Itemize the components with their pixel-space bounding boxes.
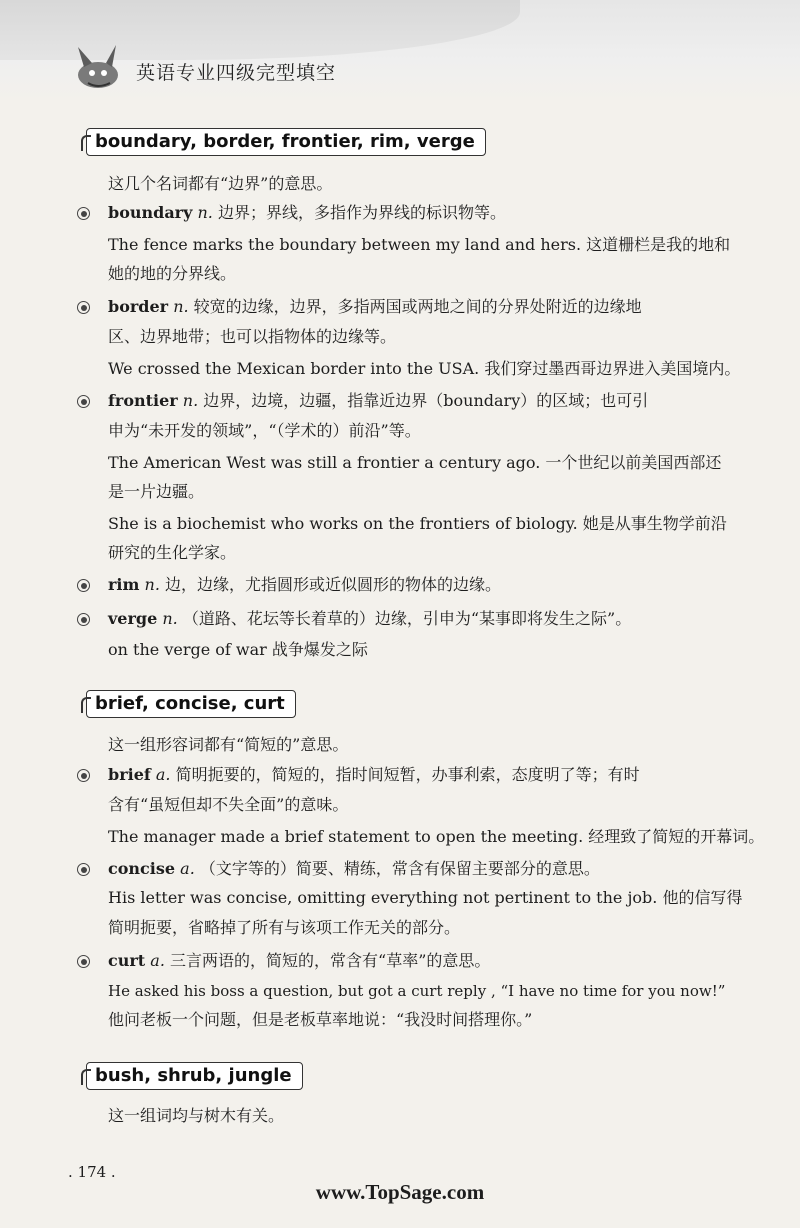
example-line: The fence marks the boundary between my land and hers. 这道栅栏是我的地和 bbox=[108, 235, 731, 254]
example-line: He asked his boss a question, but got a curt reply , “I have no time for you now!” bbox=[108, 982, 726, 1000]
definition-cont: 区、边界地带；也可以指物体的边缘等。 bbox=[108, 327, 397, 346]
part-of-speech: n. bbox=[144, 575, 160, 594]
definition-cont: 申为“未开发的领域”，“（学术的）前沿”等。 bbox=[108, 421, 421, 440]
example-line: 是一片边疆。 bbox=[108, 482, 205, 501]
bullet-icon bbox=[77, 613, 90, 626]
headword: frontier bbox=[108, 391, 178, 410]
part-of-speech: n. bbox=[197, 203, 213, 222]
entry-head bbox=[108, 573, 501, 597]
definition: （文字等的）简要、精练，常含有保留主要部分的意思。 bbox=[199, 859, 600, 878]
example-line: The manager made a brief statement to open the meeting. 经理致了简短的开幕词。 bbox=[108, 827, 765, 846]
headword: verge bbox=[108, 609, 158, 628]
bullet-icon bbox=[77, 955, 90, 968]
bullet-icon bbox=[77, 207, 90, 220]
definition: 边界；界线，多指作为界线的标识物等。 bbox=[217, 203, 506, 222]
part-of-speech: n. bbox=[182, 391, 199, 410]
section-intro: 这一组词均与树木有关。 bbox=[108, 1106, 285, 1125]
part-of-speech: n. bbox=[173, 297, 189, 316]
definition-cont: 含有“虽短但却不失全面”的意味。 bbox=[108, 795, 349, 814]
bullet-icon bbox=[77, 579, 90, 592]
example-line: 研究的生化学家。 bbox=[108, 543, 237, 562]
section-intro: 这几个名词都有“边界”的意思。 bbox=[108, 174, 333, 193]
example-line: His letter was concise, omitting everything not pertinent to the job. 他的信写得 bbox=[108, 888, 743, 907]
entry-head bbox=[108, 201, 506, 225]
mascot-icon bbox=[70, 45, 126, 91]
headword: concise bbox=[108, 859, 176, 878]
footer-url: www.TopSage.com bbox=[315, 1180, 485, 1204]
page-number: . 174 . bbox=[68, 1163, 116, 1181]
part-of-speech: a. bbox=[150, 951, 165, 970]
example-line: 简明扼要，省略掉了所有与该项工作无关的部分。 bbox=[108, 918, 461, 937]
example-line: 她的地的分界线。 bbox=[108, 264, 237, 283]
section-tag: bush, shrub, jungle bbox=[86, 1062, 303, 1090]
definition: 边界，边境，边疆，指靠近边界（boundary）的区域；也可引 bbox=[203, 391, 649, 410]
example-line: She is a biochemist who works on the frontiers of biology. 她是从事生物学前沿 bbox=[108, 514, 727, 533]
entry-head bbox=[108, 857, 600, 881]
definition: 较宽的边缘，边界，多指两国或两地之间的分界处附近的边缘地 bbox=[193, 297, 642, 316]
definition: （道路、花坛等长着草的）边缘，引申为“某事即将发生之际”。 bbox=[182, 609, 632, 628]
entry-head bbox=[108, 949, 490, 973]
headword: brief bbox=[108, 765, 151, 784]
bullet-icon bbox=[77, 395, 90, 408]
section-intro: 这一组形容词都有“简短的”意思。 bbox=[108, 735, 349, 754]
part-of-speech: a. bbox=[155, 765, 171, 784]
headword: rim bbox=[108, 575, 140, 594]
entry-head bbox=[108, 763, 640, 787]
section-tag: brief, concise, curt bbox=[86, 690, 296, 718]
entry-head bbox=[108, 607, 631, 631]
header-title: 英语专业四级完型填空 bbox=[136, 62, 337, 84]
example-line: on the verge of war 战争爆发之际 bbox=[108, 640, 368, 659]
example-line: We crossed the Mexican border into the USA. 我们穿过墨西哥边界进入美国境内。 bbox=[108, 359, 741, 378]
entry-head bbox=[108, 295, 642, 319]
part-of-speech: a. bbox=[180, 859, 195, 878]
bullet-icon bbox=[77, 863, 90, 876]
definition: 边，边缘，尤指圆形或近似圆形的物体的边缘。 bbox=[165, 575, 502, 594]
section-tag: boundary, border, frontier, rim, verge bbox=[86, 128, 486, 156]
entry-head bbox=[108, 389, 648, 413]
definition: 简明扼要的，简短的，指时间短暂，办事利索，态度明了等；有时 bbox=[175, 765, 640, 784]
headword: border bbox=[108, 297, 169, 316]
example-line: The American West was still a frontier a century ago. 一个世纪以前美国西部还 bbox=[108, 453, 722, 472]
headword: boundary bbox=[108, 203, 193, 222]
example-line: 他问老板一个问题，但是老板草率地说：“我没时间搭理你。” bbox=[108, 1010, 533, 1029]
bullet-icon bbox=[77, 769, 90, 782]
bullet-icon bbox=[77, 301, 90, 314]
headword: curt bbox=[108, 951, 146, 970]
part-of-speech: n. bbox=[162, 609, 178, 628]
definition: 三言两语的，简短的，常含有“草率”的意思。 bbox=[170, 951, 491, 970]
